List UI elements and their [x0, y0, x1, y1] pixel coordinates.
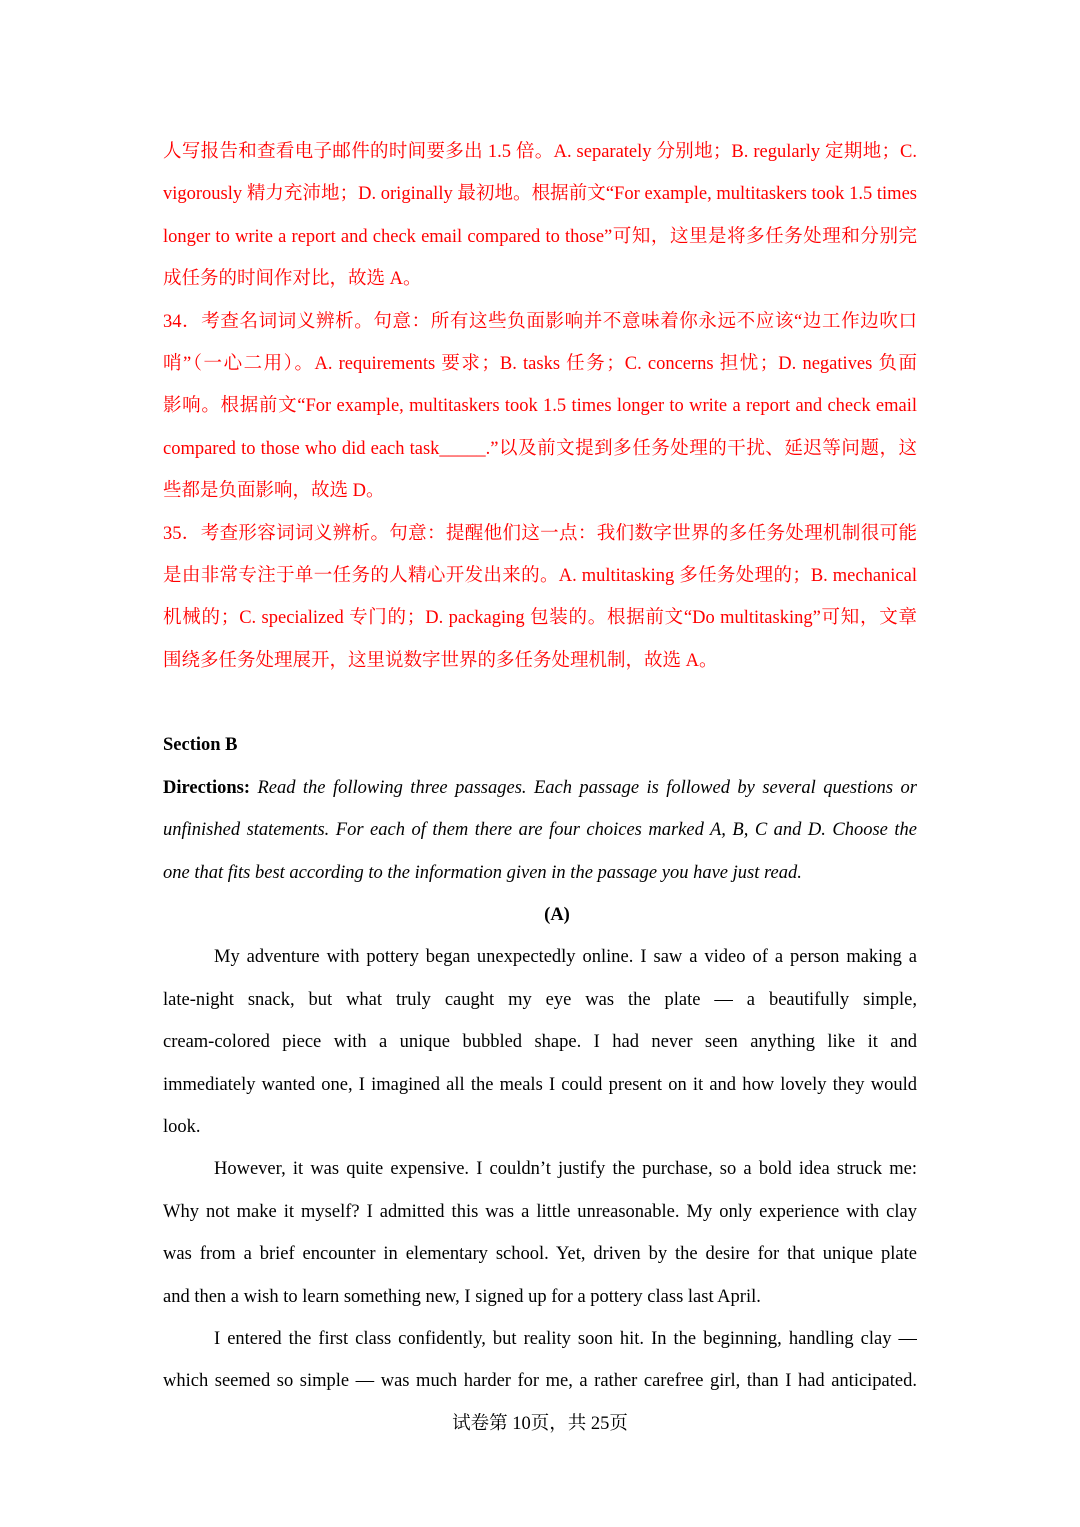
explanation-line: 哨”（一心二用）。A. requirements 要求；B. tasks 任务；C. concerns 担忧；D. negatives 负面 — [163, 353, 917, 374]
paragraph-line: immediately wanted one, I imagined all the meals I could present on it and how lovely they would — [163, 1074, 917, 1095]
passage-paragraph — [163, 1318, 917, 1403]
directions-line: one that fits best according to the information given in the passage you have just read. — [163, 862, 802, 883]
explanation-line: 34．考查名词词义辨析。句意：所有这些负面影响并不意味着你永远不应该“边工作边吹口 — [163, 311, 917, 332]
explanation-item-35 — [163, 513, 917, 683]
section-title: Section B — [163, 735, 238, 756]
explanation-line: 机械的；C. specialized 专门的；D. packaging 包装的。根据前文“Do multitasking”可知，文章 — [163, 608, 917, 629]
directions-line — [163, 767, 917, 809]
explanation-line: 些都是负面影响，故选 D。 — [163, 481, 385, 502]
paragraph-line: which seemed so simple — was much harder for me, a rather carefree girl, than I had anticipated. — [163, 1371, 917, 1392]
directions — [163, 767, 917, 894]
explanation-item-34 — [163, 301, 917, 513]
paragraph-line: was from a brief encounter in elementary school. Yet, driven by the desire for that unique plate — [163, 1244, 917, 1265]
explanation-line: 围绕多任务处理展开，这里说数字世界的多任务处理机制，故选 A。 — [163, 650, 718, 671]
paragraph-line: late-night snack, but what truly caught my eye was the plate — a beautifully simple, — [163, 989, 917, 1010]
paragraph-line: Why not make it myself? I admitted this was a little unreasonable. My only experience with clay — [163, 1201, 917, 1222]
paragraph-line: I entered the first class confidently, but reality soon hit. In the beginning, handling clay — — [214, 1328, 917, 1349]
explanation-line: 是由非常专注于单一任务的人精心开发出来的。A. multitasking 多任务处理的；B. mechanical — [163, 565, 917, 586]
paragraph-line: and then a wish to learn something new, I signed up for a pottery class last April. — [163, 1286, 761, 1307]
paragraph-line: look. — [163, 1116, 201, 1137]
passage-paragraph — [163, 1148, 917, 1318]
directions-text: Read the following three passages. Each passage is followed by several questions or — [257, 777, 917, 798]
paragraph-line: However, it was quite expensive. I couldn’t justify the purchase, so a bold idea struck me: — [214, 1159, 917, 1180]
passage-label: (A) — [544, 905, 570, 926]
paragraph-line: cream-colored piece with a unique bubbled shape. I had never seen anything like it and — [163, 1032, 917, 1053]
explanation-line: 影响。根据前文“For example, multitaskers took 1.5 times longer to write a report and check email — [163, 396, 917, 417]
explanation-line: vigorously 精力充沛地；D. originally 最初地。根据前文“For example, multitaskers took 1.5 times — [163, 184, 917, 205]
passage-body — [163, 936, 917, 1402]
passage-paragraph — [163, 936, 917, 1148]
explanation-line: compared to those who did each task_____.”以及前文提到多任务处理的干扰、延迟等问题，这 — [163, 438, 917, 459]
explanation-line: 35．考查形容词词义辨析。句意：提醒他们这一点：我们数字世界的多任务处理机制很可能 — [163, 523, 917, 544]
directions-line: unfinished statements. For each of them there are four choices marked A, B, C and D. Choose the — [163, 820, 917, 841]
directions-label: Directions: — [163, 777, 250, 798]
paragraph-line: My adventure with pottery began unexpectedly online. I saw a video of a person making a — [214, 947, 917, 968]
explanation-item-33-continued — [163, 131, 917, 301]
answer-explanations — [163, 131, 917, 682]
page-content — [163, 131, 917, 1403]
explanation-line: 成任务的时间作对比，故选 A。 — [163, 269, 422, 290]
page-footer: 试卷第 10页，共 25页 — [452, 1414, 628, 1434]
explanation-line: 人写报告和查看电子邮件的时间要多出 1.5 倍。A. separately 分别地；B. regularly 定期地；C. — [163, 142, 917, 162]
explanation-line: longer to write a report and check email compared to those”可知，这里是将多任务处理和分别完 — [163, 226, 917, 247]
